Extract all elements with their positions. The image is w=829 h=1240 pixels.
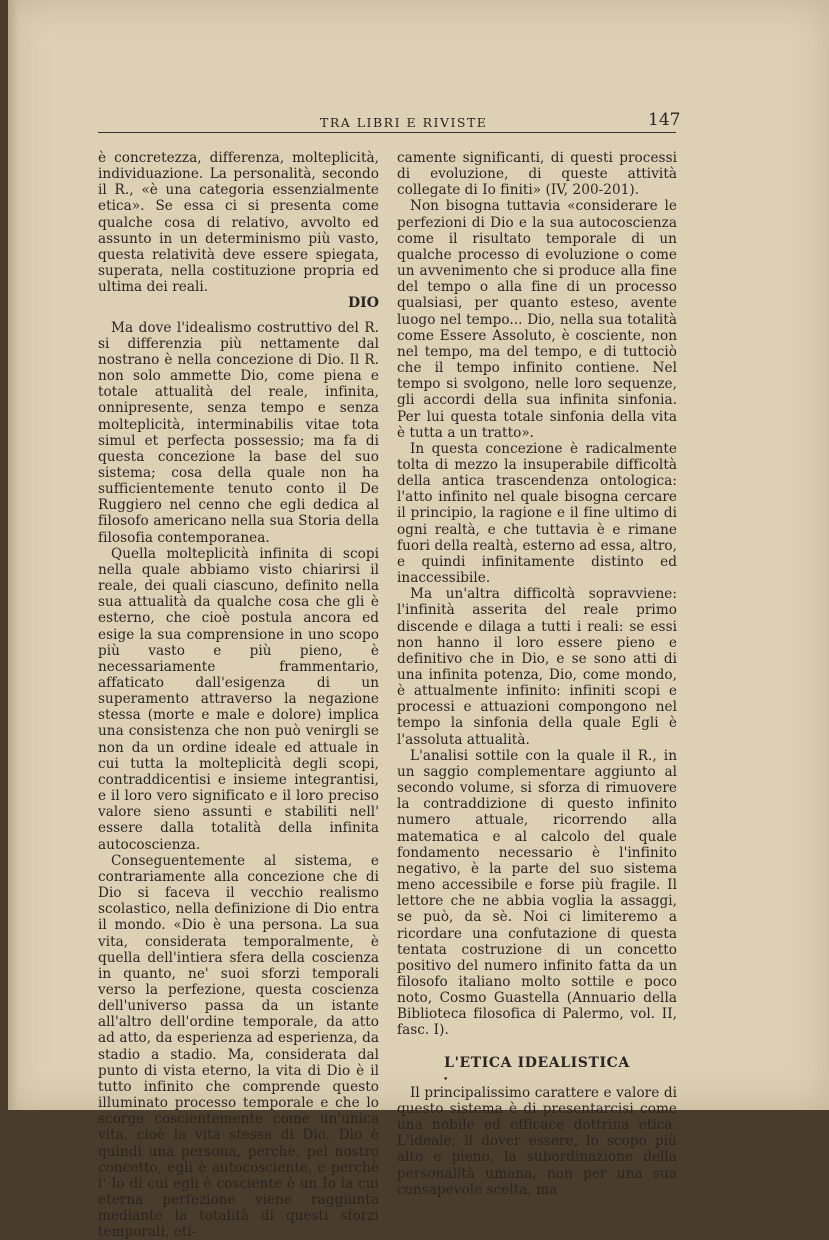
paragraph: Ma dove l'idealismo costruttivo del R. si differenzia più nettamente dal nostrano è nella concezione di Dio. Il R. non solo ammette Dio, come piena e totale attualità del reale, infinita, onnipresente, senza tempo e senza molteplicità, interminabilis vitae tota simul et perfecta possessio; ma fa di questa concezione la base del suo sistema; cosa della quale non ha sufficientemente tenuto conto il De Ruggiero nel cenno che egli dedica al filosofo americano nella sua Storia della filosofia contemporanea. bbox=[98, 319, 379, 546]
paragraph: Il principalissimo carattere e valore di questo sistema è di presentarcisi come una nobile ed efficace dottrina etica. L'ideale, il dover essere, lo scopo più alto e pieno, la subordinazione della personalità umana, non per una sua consapevole scelta, ma bbox=[397, 1084, 677, 1198]
page bbox=[8, 0, 829, 1240]
left-column bbox=[98, 150, 379, 1240]
print-mark: • bbox=[443, 1075, 449, 1085]
paragraph: Conseguentemente al sistema, e contrariamente alla concezione che di Dio si faceva il vecchio realismo scolastico, nella definizione di Dio entra il mondo. «Dio è una persona. La sua vita, considerata temporalmente, è quella dell'intiera sfera della coscienza in quanto, ne' suoi sforzi temporali verso la perfezione, questa coscienza dell'universo passa da un istante all'altro dell'ordine temporale, da atto ad atto, da esperienza ad esperienza, da stadio a stadio. Ma, considerata dal punto di vista eterno, la vita di Dio è il tutto infinito che comprende questo illuminato processo temporale e che lo scorge coscientemente come un'unica vita, cioè la vita stessa di Dio. Dio è quindi una persona, perchè, pel nostro concetto, egli è autocosciente, e perchè l' Io di cui egli è cosciente è un Io la cui eterna perfezione viene raggiunta mediante la totalità di questi sforzi temporali, eti- bbox=[98, 852, 379, 1240]
running-title: TRA LIBRI E RIVISTE bbox=[320, 115, 488, 130]
section-heading-etica: L'ETICA IDEALISTICA bbox=[444, 1054, 630, 1071]
page-number: 147 bbox=[648, 110, 681, 130]
paragraph: L'analisi sottile con la quale il R., in un saggio complementare aggiunto al secondo volume, si sforza di rimuovere la contraddizione di questo infinito numero attuale, ricorrendo alla matematica e al calcolo del quale fondamento necessario è l'infinito negativo, è la parte del suo sistema meno accessibile e forse più fragile. Il lettore che ne abbia voglia la assaggi, se può, da sè. Noi ci limiteremo a ricordare una confutazione di questa tentata costruzione di un concetto positivo del numero infinito fatta da un filosofo italiano molto sottile e poco noto, Cosmo Guastella (Annuario della Biblioteca filosofica di Palermo, vol. II, fasc. I). bbox=[397, 747, 677, 1039]
paragraph: è concretezza, differenza, molteplicità, individuazione. La personalità, secondo il R., «è una categoria essenzialmente etica». Se essa ci si presenta come qualche cosa di relativo, avvolto ed assunto in un determinismo più vasto, questa relatività deve essere spiegata, superata, nella costituzione propria ed ultima dei reali. bbox=[98, 150, 379, 296]
paragraph: Quella molteplicità infinita di scopi nella quale abbiamo visto chiarirsi il reale, dei quali ciascuno, definito nella sua attualità da qualche cosa che gli è esterno, che cioè postula ancora ed esige la sua comprensione in uno scopo più vasto e più pieno, è necessariamente frammentario, affaticato dall'esigenza di un superamento attraverso la negazione stessa (morte e male e dolore) implica una consistenza che non può venirgli se non da un ordine ideale ed attuale in cui tutta la molteplicità degli scopi, contraddicentisi e insieme integrantisi, e il loro vero significato e il loro preciso valore sieno assunti e stabiliti nell' essere dalla totalità della infinita autocoscienza. bbox=[98, 545, 379, 853]
section-heading-dio: DIO bbox=[347, 295, 379, 312]
right-column bbox=[397, 150, 677, 1198]
header-rule bbox=[98, 132, 676, 133]
paragraph: Non bisogna tuttavia «considerare le perfezioni di Dio e la sua autocoscienza come il risultato temporale di un qualche processo di evoluzione o come un avvenimento che si produce alla fine del tempo o alla fine di un processo qualsiasi, per quanto esteso, avente luogo nel tempo... Dio, nella sua totalità come Essere Assoluto, è cosciente, non nel tempo, ma del tempo, e di tuttociò che il tempo infinito contiene. Nel tempo si svolgono, nelle loro sequenze, gli accordi della sua infinita sinfonia. Per lui questa totale sinfonia della vita è tutta a un tratto». bbox=[397, 198, 677, 441]
paragraph: Ma un'altra difficoltà sopravviene: l'infinità asserita del reale primo discende e dilaga a tutti i reali: se essi non hanno il loro essere pieno e definitivo che in Dio, e se sono atti di una infinita potenza, Dio, come mondo, è attualmente infinito: infiniti scopi e processi e attuazioni compongono nel tempo la sinfonia della quale Egli è l'assoluta attualità. bbox=[397, 586, 677, 748]
paragraph: camente significanti, di questi processi di evoluzione, di queste attività collegate di Io finiti» (IV, 200-201). bbox=[397, 150, 677, 199]
paragraph: In questa concezione è radicalmente tolta di mezzo la insuperabile difficoltà della antica trascendenza ontologica: l'atto infinito nel quale bisogna cercare il principio, la ragione e il fine ultimo di ogni realtà, e che tuttavia è e rimane fuori della realtà, esterno ad essa, altro, e quindi infinitamente distinto ed inaccessibile. bbox=[397, 440, 677, 587]
